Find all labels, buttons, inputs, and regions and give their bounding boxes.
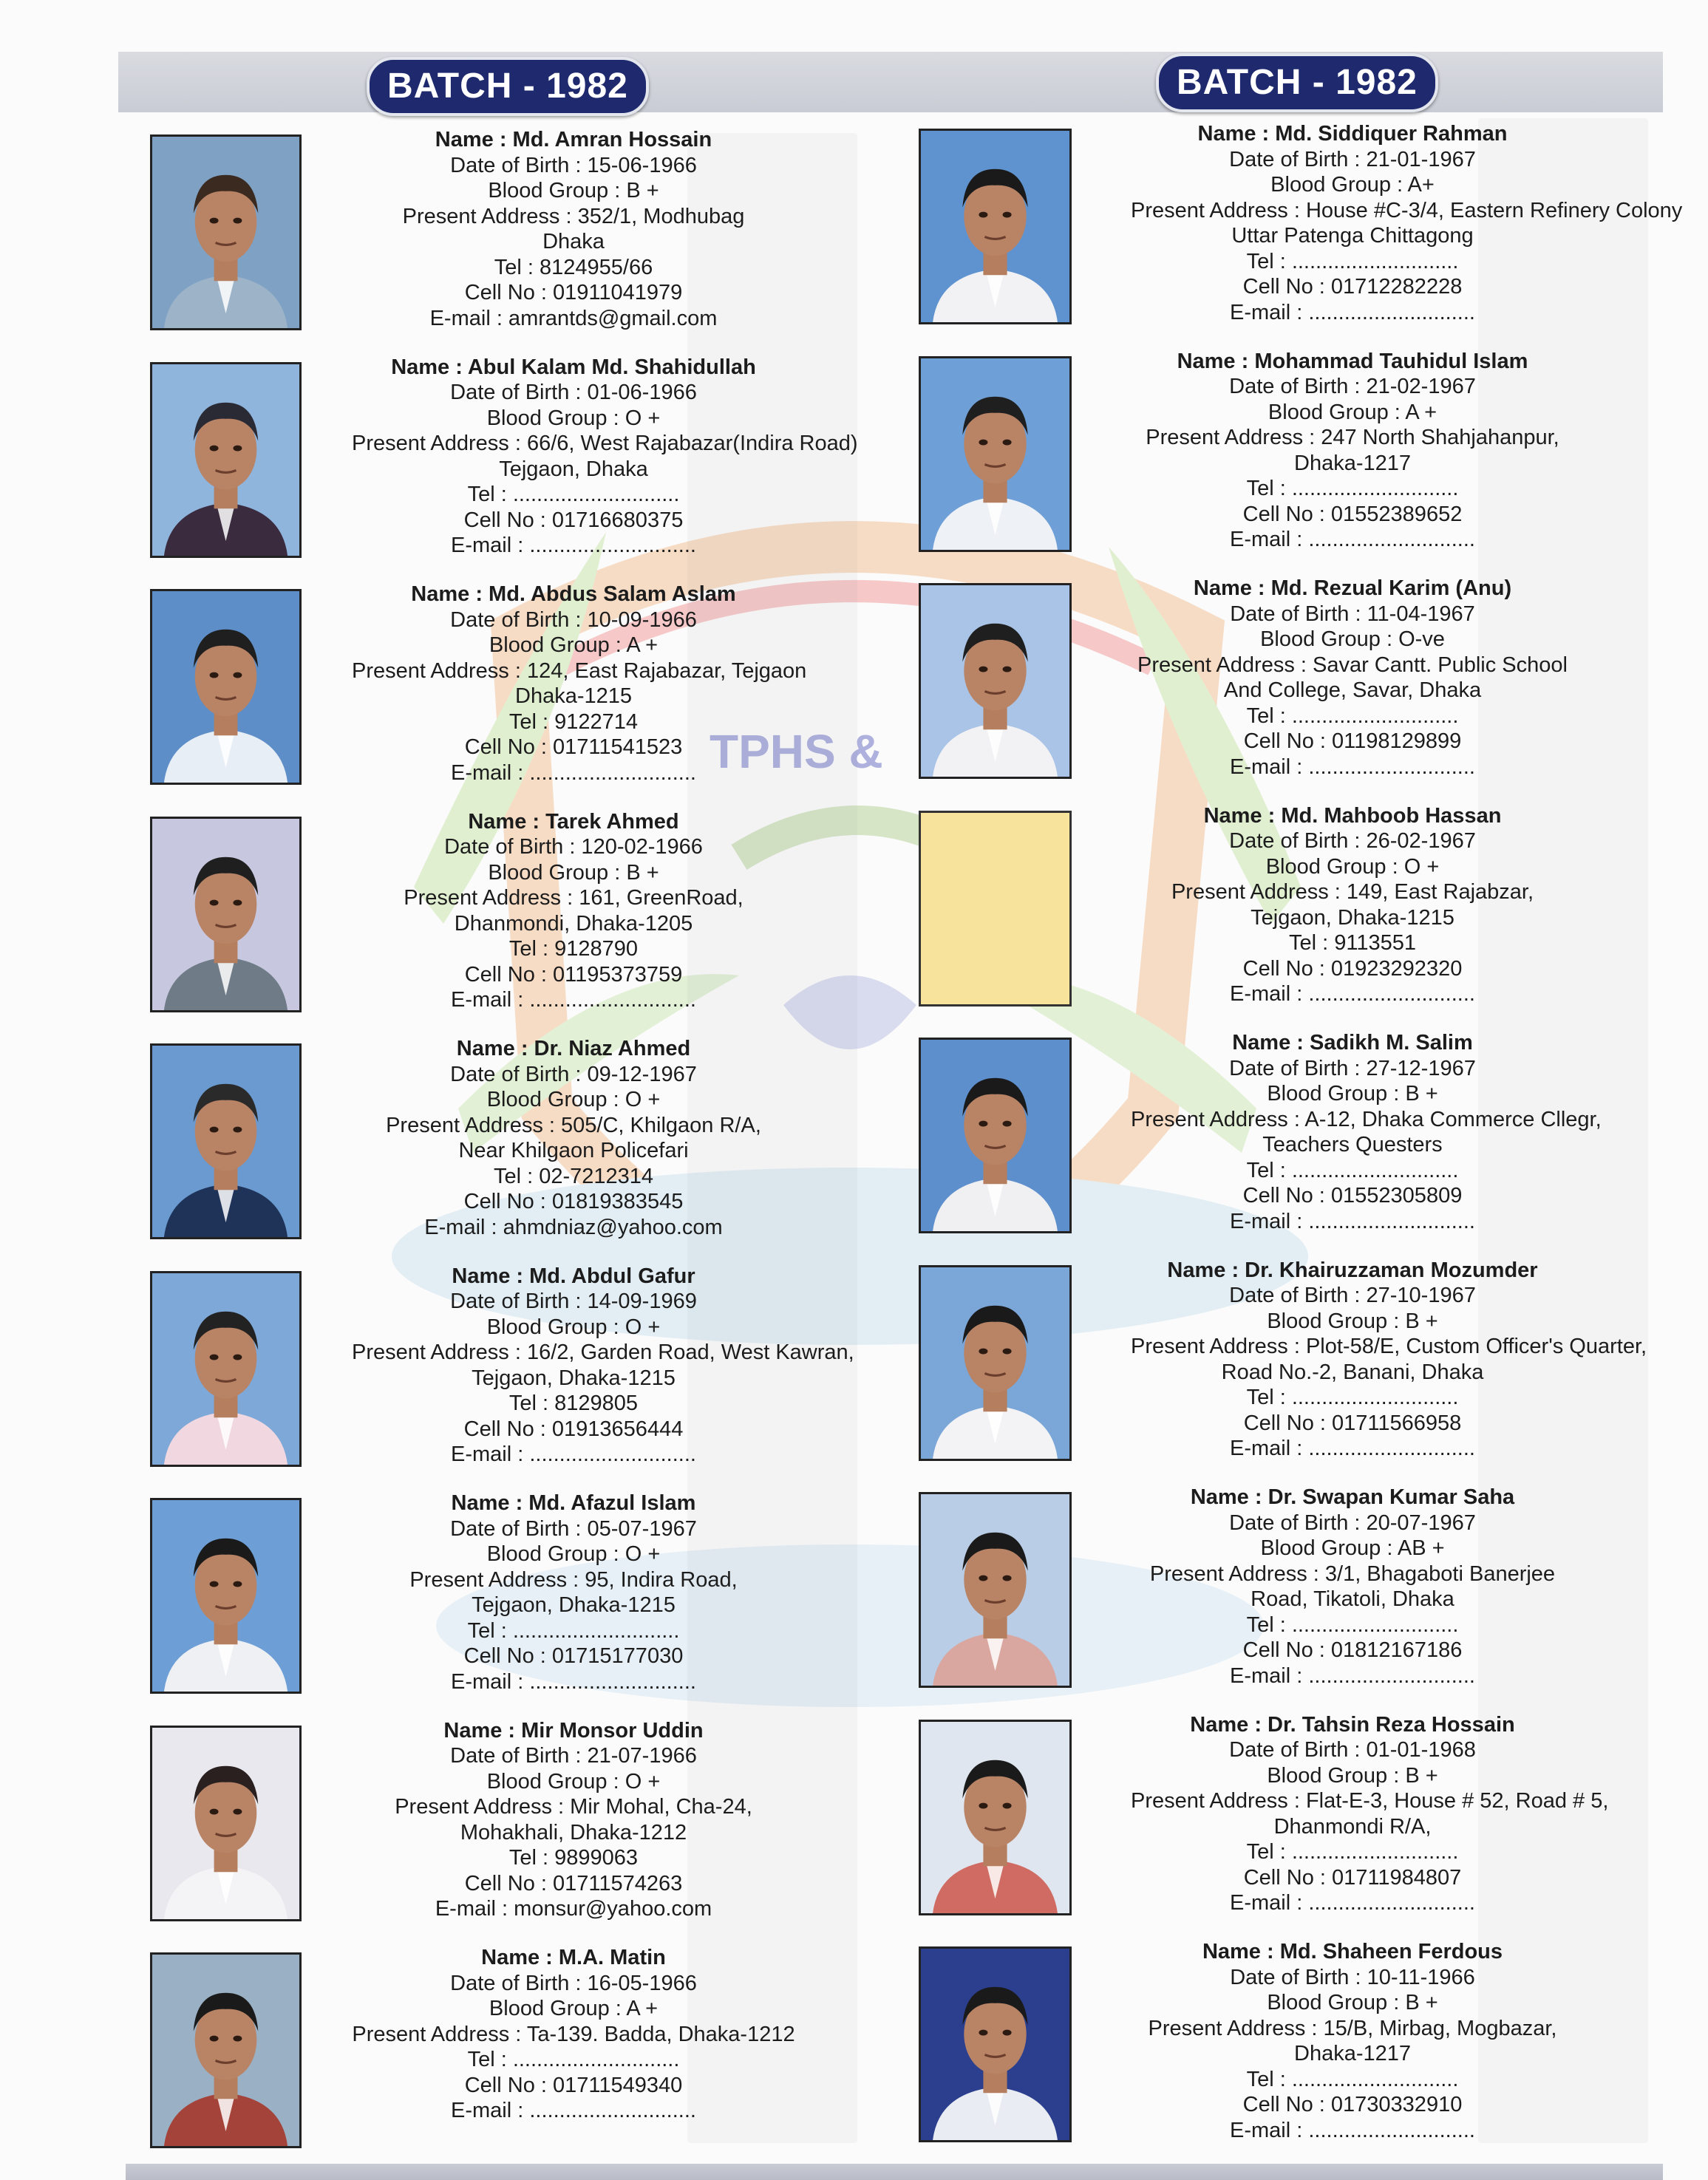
member-and-college-savar-dhaka: And College, Savar, Dhaka [1223, 678, 1482, 702]
member-e-mail: E-mail : ............................ [1230, 300, 1475, 324]
watermark-text: TPHS & [710, 725, 883, 778]
member-date-of-birth: Date of Birth : 26-02-1967 [1229, 829, 1476, 853]
member-info [352, 1264, 854, 1468]
member-cell-no: Cell No : 01195373759 [464, 962, 683, 987]
member-name: Name : Dr. Khairuzzaman Mozumder [1167, 1258, 1538, 1282]
member-photo [919, 1492, 1072, 1688]
member-photo [150, 589, 302, 785]
member-blood-group: Blood Group : O + [1265, 854, 1440, 879]
member-name: Name : Md. Rezual Karim (Anu) [1193, 576, 1512, 600]
member-teachers-questers: Teachers Questers [1262, 1133, 1443, 1157]
member-cell-no: Cell No : 01712282228 [1242, 275, 1463, 299]
member-road-tikatoli-dhaka: Road, Tikatoli, Dhaka [1251, 1587, 1454, 1611]
member-e-mail: E-mail : ............................ [1230, 528, 1475, 551]
member-name: Name : Md. Mahboob Hassan [1203, 803, 1502, 828]
member-info [1131, 803, 1574, 1007]
member-e-mail: E-mail : ahmdniaz@yahoo.com [424, 1215, 723, 1239]
member-info [1131, 1030, 1602, 1234]
member-present-address: Present Address : 352/1, Modhubag [402, 204, 745, 228]
member-name: Name : Md. Abdul Gafur [452, 1264, 695, 1288]
member-date-of-birth: Date of Birth : 14-09-1969 [450, 1290, 697, 1313]
member-present-address: Present Address : 3/1, Bhagaboti Banerjee [1149, 1561, 1556, 1586]
member-info [1131, 1712, 1609, 1916]
member-tel: Tel : 9128790 [508, 937, 639, 961]
member-tel: Tel : 02-7212314 [493, 1164, 654, 1188]
member-photo [150, 1043, 302, 1239]
member-present-address: Present Address : 16/2, Garden Road, West Kawran, [352, 1341, 854, 1364]
member-tel: Tel : 8124955/66 [494, 255, 653, 279]
member-tejgaon-dhaka: Tejgaon, Dhaka [499, 457, 648, 481]
member-date-of-birth: Date of Birth : 21-02-1967 [1229, 375, 1476, 398]
member-photo [150, 1498, 302, 1694]
batch-title-right: BATCH - 1982 [1156, 53, 1438, 112]
member-blood-group: Blood Group : B + [1267, 1763, 1438, 1788]
member-info [1131, 349, 1574, 553]
member-date-of-birth: Date of Birth : 27-10-1967 [1229, 1284, 1476, 1307]
member-photo [919, 811, 1072, 1006]
member-e-mail: E-mail : ............................ [1230, 1891, 1475, 1915]
member-photo [919, 129, 1072, 324]
member-present-address: Present Address : House #C-3/4, Eastern Refinery Colony [1131, 198, 1683, 222]
member-tel: Tel : ............................ [467, 1618, 680, 1643]
member-e-mail: E-mail : ............................ [451, 1442, 696, 1466]
member-e-mail: E-mail : ............................ [1230, 2118, 1475, 2142]
member-tel: Tel : 8129805 [508, 1392, 639, 1415]
member-photo [919, 583, 1072, 779]
member-photo [150, 817, 302, 1012]
member-name: Name : Md. Siddiquer Rahman [1197, 122, 1508, 146]
member-cell-no: Cell No : 01923292320 [1242, 956, 1463, 981]
member-present-address: Present Address : 95, Indira Road, [409, 1567, 738, 1592]
member-present-address: Present Address : Mir Mohal, Cha-24, [395, 1795, 752, 1819]
member-date-of-birth: Date of Birth : 05-07-1967 [450, 1516, 697, 1541]
member-info [1131, 121, 1683, 325]
member-dhaka-: Dhaka-1217 [1294, 2042, 1411, 2065]
member-e-mail: E-mail : monsur@yahoo.com [435, 1897, 712, 1921]
member-tel: Tel : 9122714 [508, 709, 639, 734]
member-cell-no: Cell No : 01716680375 [463, 508, 684, 532]
member-e-mail: E-mail : ............................ [1230, 1437, 1475, 1460]
member-photo [919, 1720, 1072, 1915]
member-photo [150, 1271, 302, 1467]
member-name: Name : Md. Afazul Islam [451, 1491, 696, 1515]
member-blood-group: Blood Group : O + [486, 1088, 661, 1111]
member-info [1131, 576, 1574, 780]
member-date-of-birth: Date of Birth : 15-06-1966 [450, 153, 697, 177]
member-blood-group: Blood Group : O + [486, 406, 661, 430]
member-date-of-birth: Date of Birth : 16-05-1966 [450, 1971, 697, 1995]
member-info [352, 127, 795, 331]
member-photo [150, 134, 302, 330]
member-present-address: Present Address : 247 North Shahjahanpur, [1146, 426, 1559, 449]
member-present-address: Present Address : 15/B, Mirbag, Mogbazar, [1148, 2016, 1557, 2040]
member-blood-group: Blood Group : B + [488, 860, 659, 885]
member-photo [150, 1726, 302, 1921]
member-name: Name : Abul Kalam Md. Shahidullah [391, 355, 756, 379]
member-tel: Tel : ............................ [1246, 704, 1459, 728]
member-cell-no: Cell No : 01819383545 [463, 1190, 684, 1213]
member-cell-no: Cell No : 01711566958 [1243, 1411, 1462, 1435]
member-blood-group: Blood Group : A + [1268, 400, 1437, 424]
member-info [352, 355, 858, 559]
member-dhanmondi-r-a-: Dhanmondi R/A, [1273, 1814, 1432, 1839]
member-name: Name : Md. Amran Hossain [435, 128, 712, 151]
member-tel: Tel : ............................ [1246, 1158, 1459, 1182]
member-name: Name : M.A. Matin [481, 1946, 666, 1969]
member-dhanmondi-dhaka-: Dhanmondi, Dhaka-1205 [454, 911, 693, 936]
member-tel: Tel : ............................ [1246, 2067, 1459, 2091]
member-e-mail: E-mail : ............................ [1230, 982, 1475, 1006]
member-info [352, 1945, 795, 2124]
member-cell-no: Cell No : 01913656444 [463, 1417, 684, 1441]
member-e-mail: E-mail : amrantds@gmail.com [429, 306, 718, 330]
member-dhaka-: Dhaka-1217 [1294, 451, 1411, 475]
member-tejgaon-dhaka-: Tejgaon, Dhaka-1215 [472, 1366, 676, 1390]
member-date-of-birth: Date of Birth : 21-01-1967 [1229, 147, 1476, 171]
member-photo [150, 362, 302, 558]
member-name: Name : Mohammad Tauhidul Islam [1177, 349, 1528, 373]
member-tel: Tel : ............................ [1246, 1840, 1459, 1864]
batch-title-left: BATCH - 1982 [367, 57, 649, 116]
member-e-mail: E-mail : ............................ [451, 534, 696, 557]
member-present-address: Present Address : 505/C, Khilgaon R/A, [386, 1113, 761, 1137]
member-mohakhali-dhaka-: Mohakhali, Dhaka-1212 [460, 1820, 687, 1845]
member-info [352, 1036, 795, 1240]
member-info [1131, 1485, 1574, 1689]
member-tel: Tel : ............................ [1246, 477, 1459, 500]
member-photo [919, 1265, 1072, 1461]
member-cell-no: Cell No : 01715177030 [463, 1644, 684, 1668]
member-e-mail: E-mail : ............................ [1230, 1209, 1475, 1233]
member-photo [919, 1038, 1072, 1233]
member-name: Name : Dr. Niaz Ahmed [456, 1037, 691, 1060]
member-blood-group: Blood Group : B + [1267, 1309, 1438, 1333]
member-photo [150, 1952, 302, 2148]
member-name: Name : Dr. Swapan Kumar Saha [1190, 1485, 1515, 1509]
member-tejgaon-dhaka-: Tejgaon, Dhaka-1215 [1251, 905, 1454, 930]
member-date-of-birth: Date of Birth : 01-01-1968 [1229, 1738, 1476, 1762]
member-present-address: Present Address : 161, GreenRoad, [404, 886, 744, 910]
member-date-of-birth: Date of Birth : 120-02-1966 [444, 835, 703, 859]
member-name: Name : Md. Abdus Salam Aslam [411, 582, 736, 606]
member-e-mail: E-mail : ............................ [451, 1669, 696, 1694]
member-tejgaon-dhaka-: Tejgaon, Dhaka-1215 [472, 1593, 676, 1617]
member-cell-no: Cell No : 01812167186 [1242, 1638, 1463, 1662]
member-date-of-birth: Date of Birth : 10-11-1966 [1230, 1965, 1475, 1989]
member-near-khilgaon-policefari: Near Khilgaon Policefari [458, 1139, 689, 1162]
member-cell-no: Cell No : 01711541523 [464, 735, 683, 759]
member-name: Name : Md. Shaheen Ferdous [1202, 1940, 1503, 1963]
member-date-of-birth: Date of Birth : 20-07-1967 [1229, 1510, 1476, 1535]
member-info [352, 809, 795, 1013]
member-blood-group: Blood Group : A+ [1270, 173, 1435, 197]
member-blood-group: Blood Group : O-ve [1260, 627, 1445, 651]
member-present-address: Present Address : A-12, Dhaka Commerce Cllegr, [1131, 1107, 1602, 1131]
member-date-of-birth: Date of Birth : 21-07-1966 [450, 1744, 697, 1768]
member-present-address: Present Address : Savar Cantt. Public School [1137, 653, 1568, 677]
member-present-address: Present Address : 124, East Rajabazar, Tejgaon [352, 658, 807, 683]
member-cell-no: Cell No : 01552305809 [1242, 1184, 1463, 1207]
member-name: Name : Sadikh M. Salim [1232, 1031, 1473, 1055]
member-dhaka-: Dhaka-1215 [515, 684, 632, 708]
member-info [1131, 1939, 1574, 2143]
member-cell-no: Cell No : 01198129899 [1243, 729, 1462, 753]
member-tel: Tel : ............................ [467, 2048, 680, 2071]
member-e-mail: E-mail : ............................ [451, 2099, 696, 2122]
member-tel: Tel : 9113551 [1289, 931, 1416, 955]
member-name: Name : Mir Monsor Uddin [443, 1718, 704, 1743]
member-blood-group: Blood Group : A + [489, 633, 659, 657]
member-info [352, 1718, 795, 1922]
member-blood-group: Blood Group : A + [489, 1997, 659, 2020]
member-road-no-banani-dhaka: Road No.-2, Banani, Dhaka [1221, 1360, 1484, 1384]
member-e-mail: E-mail : ............................ [1230, 1663, 1475, 1688]
member-date-of-birth: Date of Birth : 09-12-1967 [450, 1062, 697, 1086]
member-present-address: Present Address : 149, East Rajabzar, [1171, 880, 1534, 904]
member-e-mail: E-mail : ............................ [451, 988, 696, 1012]
member-dhaka: Dhaka [542, 230, 605, 253]
member-cell-no: Cell No : 01711984807 [1243, 1865, 1462, 1890]
member-uttar-patenga-chittagong: Uttar Patenga Chittagong [1231, 224, 1474, 248]
member-cell-no: Cell No : 01711574263 [464, 1871, 683, 1895]
member-photo [919, 1946, 1072, 2142]
member-tel: Tel : ............................ [1246, 1386, 1459, 1409]
member-tel: Tel : ............................ [1246, 1612, 1459, 1637]
member-tel: Tel : ............................ [1246, 249, 1459, 273]
member-date-of-birth: Date of Birth : 27-12-1967 [1229, 1056, 1476, 1080]
member-info [352, 1491, 795, 1694]
member-present-address: Present Address : Flat-E-3, House # 52, Road # 5, [1131, 1789, 1609, 1813]
member-blood-group: Blood Group : AB + [1260, 1536, 1445, 1560]
member-date-of-birth: Date of Birth : 11-04-1967 [1230, 602, 1475, 626]
member-photo [919, 356, 1072, 552]
member-cell-no: Cell No : 01552389652 [1242, 502, 1463, 526]
member-name: Name : Tarek Ahmed [468, 809, 679, 834]
member-cell-no: Cell No : 01730332910 [1242, 2093, 1463, 2116]
member-date-of-birth: Date of Birth : 10-09-1966 [450, 607, 697, 632]
member-name: Name : Dr. Tahsin Reza Hossain [1190, 1712, 1515, 1737]
member-blood-group: Blood Group : B + [1267, 1082, 1438, 1106]
member-blood-group: Blood Group : O + [486, 1769, 661, 1794]
member-e-mail: E-mail : ............................ [451, 760, 696, 785]
member-present-address: Present Address : 66/6, West Rajabazar(Indira Road) [352, 432, 858, 455]
member-blood-group: Blood Group : O + [486, 1542, 661, 1566]
member-tel: Tel : 9899063 [508, 1846, 639, 1870]
member-present-address: Present Address : Plot-58/E, Custom Officer's Quarter, [1131, 1335, 1647, 1358]
member-date-of-birth: Date of Birth : 01-06-1966 [450, 381, 697, 404]
member-cell-no: Cell No : 01911041979 [464, 281, 683, 304]
member-cell-no: Cell No : 01711549340 [464, 2073, 683, 2097]
member-tel: Tel : ............................ [467, 483, 680, 506]
member-present-address: Present Address : Ta-139. Badda, Dhaka-1212 [352, 2022, 795, 2046]
member-info [1131, 1258, 1647, 1462]
member-blood-group: Blood Group : B + [1267, 1991, 1438, 2014]
member-blood-group: Blood Group : O + [486, 1315, 661, 1339]
member-blood-group: Blood Group : B + [488, 179, 659, 202]
member-e-mail: E-mail : ............................ [1230, 755, 1475, 779]
